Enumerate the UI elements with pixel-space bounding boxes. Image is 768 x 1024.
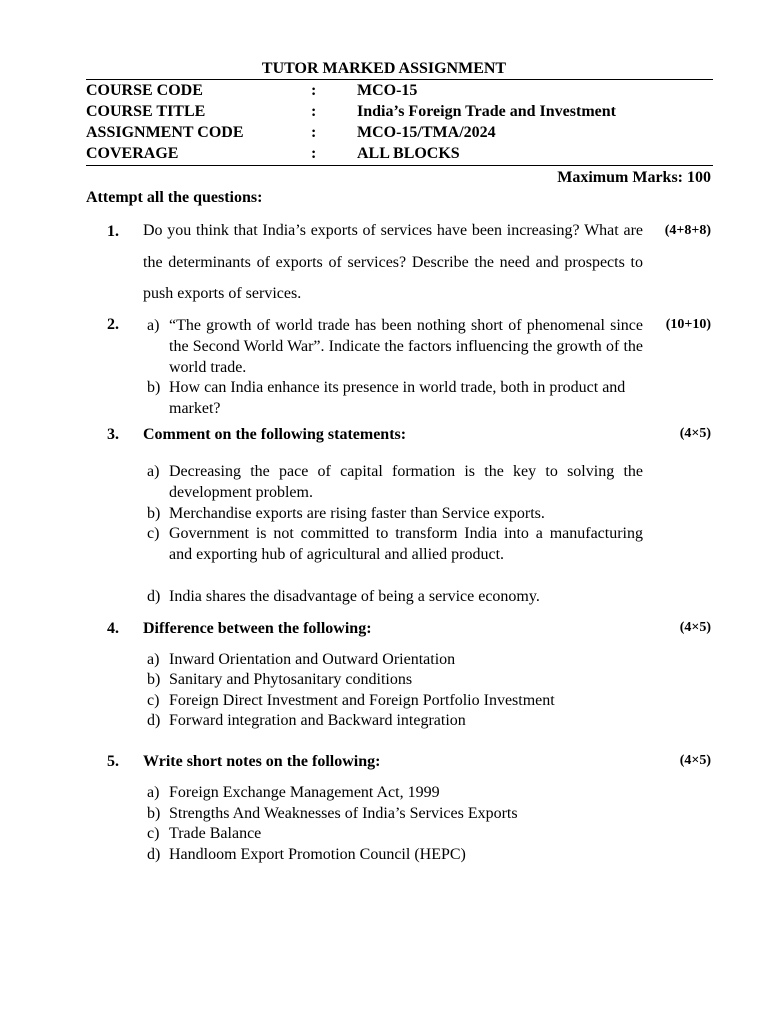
list-item [147,783,643,804]
list-item [147,670,643,691]
item-text: Handloom Export Promotion Council (HEPC) [169,846,466,863]
list-item [147,824,643,845]
assignment-code-label: ASSIGNMENT CODE [86,124,244,141]
question-heading: Difference between the following: [143,620,372,637]
course-code-label: COURSE CODE [86,82,203,99]
item-text: Forward integration and Backward integration [169,712,466,729]
list-item [147,691,643,712]
item-text: Decreasing the pace of capital formation is the key to solving the development problem. [169,463,643,501]
question-text: Do you think that India’s exports of services have been increasing? What are the determinants of exports of services? Describe the need and prospects to push exports of services. [143,222,643,302]
assignment-code-value: MCO-15/TMA/2024 [357,124,496,141]
item-letter: c) [147,825,160,842]
item-text: Foreign Direct Investment and Foreign Portfolio Investment [169,692,555,709]
list-item [147,804,643,825]
coverage-value: ALL BLOCKS [357,145,460,162]
course-title-label: COURSE TITLE [86,103,206,120]
item-letter: a) [147,463,160,480]
header-bottom-rule [86,165,713,166]
item-text: How can India enhance its presence in world trade, both in product and market? [169,379,626,417]
page-title: TUTOR MARKED ASSIGNMENT [261,60,507,77]
item-letter: a) [147,784,160,801]
question-number: 5. [107,753,119,770]
question-number: 4. [107,620,119,637]
list-item [147,845,643,866]
maximum-marks: Maximum Marks: 100 [557,169,711,186]
instruction-text: Attempt all the questions: [86,189,263,206]
item-letter: d) [147,588,161,605]
list-item [147,711,643,732]
item-text: Foreign Exchange Management Act, 1999 [169,784,440,801]
question-marks: (4×5) [679,426,711,441]
item-text: Strengths And Weaknesses of India’s Services Exports [169,805,518,822]
question-marks: (4×5) [679,753,711,768]
item-letter: b) [147,805,161,822]
question-number: 1. [107,223,119,240]
item-letter: d) [147,712,161,729]
item-letter: a) [147,317,160,334]
list-item [147,504,643,525]
item-letter: b) [147,379,161,396]
item-text: Trade Balance [169,825,262,842]
course-title-value: India’s Foreign Trade and Investment [357,103,616,120]
course-title-colon: : [311,103,317,120]
list-item [147,524,643,566]
list-item [147,316,643,378]
list-item [147,462,643,504]
course-code-colon: : [311,82,317,99]
item-text: Inward Orientation and Outward Orientation [169,651,456,668]
item-letter: c) [147,692,160,709]
question-marks: (4×5) [679,620,711,635]
question-marks: (10+10) [665,317,711,332]
course-code-value: MCO-15 [357,82,418,99]
question-marks: (4+8+8) [664,223,711,238]
item-text: Merchandise exports are rising faster than Service exports. [169,505,545,522]
item-letter: d) [147,846,161,863]
list-item [147,378,643,420]
item-text: India shares the disadvantage of being a service economy. [169,588,540,605]
question-heading: Comment on the following statements: [143,426,407,443]
item-text: “The growth of world trade has been nothing short of phenomenal since the Second World War”. Indicate the factors influencing the growth of the world trade. [169,317,643,376]
item-text: Government is not committed to transform India into a manufacturing and exporting hub of agricultural and allied product. [169,525,643,563]
list-item [147,587,643,608]
coverage-colon: : [311,145,317,162]
question-number: 3. [107,426,119,443]
question-heading: Write short notes on the following: [143,753,381,770]
item-letter: c) [147,525,160,542]
item-letter: b) [147,671,161,688]
question-number: 2. [107,316,119,333]
assignment-code-colon: : [311,124,317,141]
coverage-label: COVERAGE [86,145,179,162]
list-item [147,650,643,671]
item-letter: b) [147,505,161,522]
item-text: Sanitary and Phytosanitary conditions [169,671,413,688]
header-top-rule [86,79,713,80]
item-letter: a) [147,651,160,668]
